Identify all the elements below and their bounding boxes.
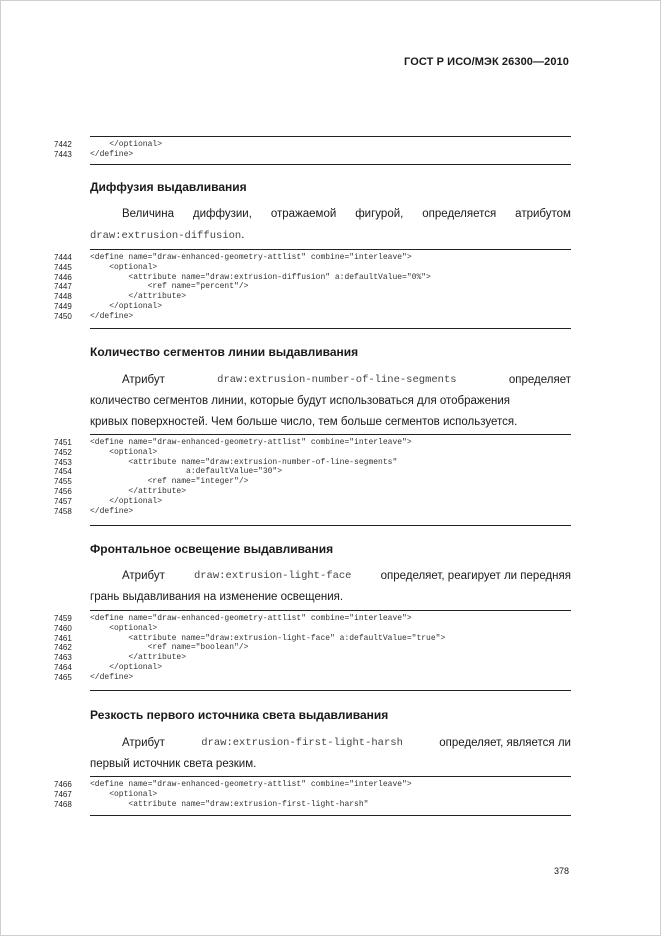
code-line	[54, 507, 571, 517]
attribute-name: draw:extrusion-first-light-harsh	[201, 737, 403, 749]
paragraph-line	[90, 204, 571, 225]
code-text: <define name="draw-enhanced-geometry-attlist" combine="interleave">	[90, 780, 412, 789]
code-text: </attribute>	[90, 653, 187, 663]
line-number: 7452	[54, 447, 72, 457]
code-line	[54, 448, 571, 458]
code-text: <define name="draw-enhanced-geometry-attlist" combine="interleave">	[90, 438, 412, 447]
code-text: <attribute name="draw:extrusion-number-of-line-segments"	[90, 457, 398, 467]
code-line	[54, 140, 571, 150]
code-line	[54, 292, 571, 302]
code-line	[54, 790, 571, 800]
line-number: 7450	[54, 311, 72, 321]
code-line	[54, 643, 571, 653]
code-block	[54, 140, 571, 160]
rule-bottom	[90, 525, 571, 526]
section-title: Фронтальное освещение выдавливания	[90, 542, 334, 556]
paragraph	[90, 370, 571, 433]
code-text: </optional>	[90, 496, 163, 506]
page-number: 378	[553, 866, 569, 876]
paragraph-line: грань выдавливания на изменение освещения.	[90, 591, 344, 603]
line-number: 7458	[54, 506, 72, 516]
code-text: <optional>	[90, 262, 158, 272]
punctuation: .	[241, 229, 245, 241]
code-line	[54, 312, 571, 322]
code-text: <optional>	[90, 623, 158, 633]
code-block	[54, 253, 571, 322]
line-number: 7456	[54, 486, 72, 496]
paragraph-line: количество сегментов линии, которые будут использоваться для отображения	[90, 395, 511, 407]
line-number: 7444	[54, 253, 72, 262]
code-line	[54, 302, 571, 312]
code-text: </define>	[90, 149, 134, 159]
paragraph-line	[90, 225, 571, 247]
rule-top	[90, 249, 571, 250]
line-number: 7447	[54, 282, 72, 292]
word: определяет, реагирует ли передняя	[380, 570, 571, 582]
code-text: </attribute>	[90, 292, 187, 302]
code-text: <ref name="percent"/>	[90, 282, 249, 292]
word: Атрибут	[122, 374, 165, 386]
line-number: 7459	[54, 614, 72, 623]
code-line	[54, 663, 571, 673]
line-number: 7454	[54, 467, 72, 477]
code-text: <define name="draw-enhanced-geometry-attlist" combine="interleave">	[90, 253, 412, 262]
code-line	[54, 438, 571, 448]
rule-bottom	[90, 328, 571, 329]
code-line	[54, 263, 571, 273]
line-number: 7453	[54, 457, 72, 467]
code-line	[54, 800, 571, 810]
line-number: 7446	[54, 272, 72, 282]
code-text: </optional>	[90, 662, 163, 672]
line-number: 7455	[54, 477, 72, 487]
document-header: ГОСТ Р ИСО/МЭК 26300—2010	[404, 56, 569, 68]
line-number: 7457	[54, 496, 72, 506]
paragraph	[90, 204, 571, 247]
word: Атрибут	[122, 737, 165, 749]
section-title: Резкость первого источника света выдавливания	[90, 708, 389, 722]
code-block	[54, 780, 571, 809]
paragraph-line	[90, 370, 571, 391]
word: определяет	[508, 374, 571, 386]
rule-top	[90, 610, 571, 611]
word: Величина	[122, 208, 174, 220]
code-line	[54, 150, 571, 160]
code-line	[54, 634, 571, 644]
code-text: <attribute name="draw:extrusion-first-light-harsh"	[90, 799, 369, 809]
code-line	[54, 487, 571, 497]
section-title: Количество сегментов линии выдавливания	[90, 345, 359, 359]
rule-top	[90, 776, 571, 777]
line-number: 7448	[54, 292, 72, 302]
code-text: </define>	[90, 672, 134, 682]
attribute-name: draw:extrusion-diffusion	[90, 230, 242, 242]
word: определяется	[422, 208, 497, 220]
line-number: 7465	[54, 672, 72, 682]
line-number: 7451	[54, 438, 72, 447]
word: диффузии,	[192, 208, 252, 220]
line-number: 7463	[54, 653, 72, 663]
rule-bottom	[90, 164, 571, 165]
code-text: a:defaultValue="30">	[90, 467, 283, 477]
line-number: 7464	[54, 662, 72, 672]
line-number: 7460	[54, 623, 72, 633]
code-line	[54, 497, 571, 507]
line-number: 7461	[54, 633, 72, 643]
code-text: <define name="draw-enhanced-geometry-attlist" combine="interleave">	[90, 614, 412, 623]
rule-bottom	[90, 815, 571, 816]
code-text: </optional>	[90, 301, 163, 311]
code-line	[54, 282, 571, 292]
code-line	[54, 477, 571, 487]
code-text: <ref name="boolean"/>	[90, 643, 249, 653]
section-title: Диффузия выдавливания	[90, 180, 247, 194]
code-line	[54, 673, 571, 683]
code-block	[54, 438, 571, 516]
word: определяет, является ли	[439, 737, 571, 749]
paragraph-line	[90, 733, 571, 754]
paragraph	[90, 733, 571, 775]
paragraph-line	[90, 566, 571, 587]
line-number: 7443	[54, 149, 72, 159]
rule-bottom	[90, 690, 571, 691]
word: фигурой,	[355, 208, 404, 220]
code-line	[54, 458, 571, 468]
rule-top	[90, 136, 571, 137]
code-line	[54, 273, 571, 283]
line-number: 7462	[54, 643, 72, 653]
code-text: </attribute>	[90, 486, 187, 496]
code-text: </define>	[90, 506, 134, 516]
code-text: <attribute name="draw:extrusion-light-face" a:defaultValue="true">	[90, 633, 446, 643]
code-text: </define>	[90, 311, 134, 321]
code-line	[54, 253, 571, 263]
code-text: <optional>	[90, 789, 158, 799]
word: атрибутом	[515, 208, 571, 220]
attribute-name: draw:extrusion-number-of-line-segments	[217, 374, 457, 386]
code-text: <optional>	[90, 447, 158, 457]
code-block	[54, 614, 571, 683]
line-number: 7467	[54, 789, 72, 799]
rule-top	[90, 434, 571, 435]
code-text: <attribute name="draw:extrusion-diffusion" a:defaultValue="0%">	[90, 272, 431, 282]
code-text: </optional>	[90, 140, 163, 149]
word: Атрибут	[122, 570, 165, 582]
line-number: 7449	[54, 301, 72, 311]
paragraph	[90, 566, 571, 608]
line-number: 7468	[54, 799, 72, 809]
line-number: 7445	[54, 262, 72, 272]
line-number: 7466	[54, 780, 72, 789]
code-line	[54, 467, 571, 477]
line-number: 7442	[54, 140, 72, 149]
paragraph-line: первый источник света резким.	[90, 758, 257, 770]
word: отражаемой	[270, 208, 337, 220]
code-line	[54, 614, 571, 624]
code-line	[54, 780, 571, 790]
attribute-name: draw:extrusion-light-face	[193, 570, 352, 582]
code-line	[54, 624, 571, 634]
code-text: <ref name="integer"/>	[90, 477, 249, 487]
paragraph-line: кривых поверхностей. Чем больше число, тем больше сегментов используется.	[90, 416, 518, 428]
code-line	[54, 653, 571, 663]
